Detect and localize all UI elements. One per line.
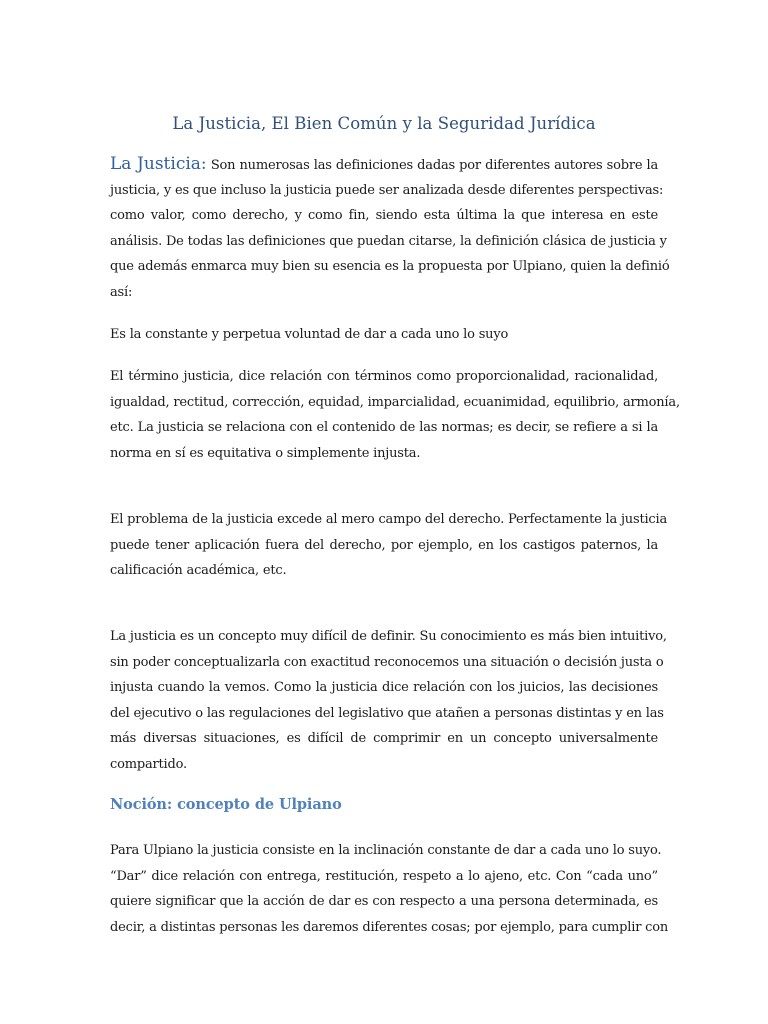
concept-line-1: La justicia es un concepto muy difícil de definir. Su conocimiento es más bien intuitivo, (110, 629, 667, 644)
problem-paragraph (110, 507, 668, 584)
ulpiano-paragraph (110, 838, 669, 940)
concept-line-3: injusta cuando la vemos. Como la justicia dice relación con los juicios, las decisiones (110, 680, 658, 696)
terms-line-4: norma en sí es equitativa o simplemente injusta. (110, 445, 421, 461)
concept-paragraph (110, 624, 667, 778)
problem-line-1: El problema de la justicia excede al mero campo del derecho. Perfectamente la justicia (110, 512, 668, 527)
quote-line: Es la constante y perpetua voluntad de dar a cada uno lo suyo (110, 327, 509, 342)
concept-line-6: compartido. (110, 756, 187, 772)
problem-line-2: puede tener aplicación fuera del derecho, por ejemplo, en los castigos paternos, la (110, 537, 658, 553)
intro-line-2: justicia, y es que incluso la justicia puede ser analizada desde diferentes perspectivas: (110, 182, 664, 198)
intro-line-5: que además enmarca muy bien su esencia es la propuesta por Ulpiano, quien la definió (110, 259, 670, 275)
document-title: La Justicia, El Bien Común y la Seguridad Jurídica (172, 114, 596, 133)
terms-line-3: etc. La justicia se relaciona con el contenido de las normas; es decir, se refiere a si la (110, 420, 658, 436)
terms-line-2: igualdad, rectitud, corrección, equidad, imparcialidad, ecuanimidad, equilibrio, armonía, (110, 394, 680, 410)
terms-paragraph (110, 364, 680, 466)
ulpiano-line-2: “Dar” dice relación con entrega, restitución, respeto a lo ajeno, etc. Con “cada uno” (110, 868, 658, 884)
concept-line-4: del ejecutivo o las regulaciones del legislativo que atañen a personas distintas y en las (110, 705, 664, 721)
ulpiano-line-3: quiere significar que la acción de dar es con respecto a una persona determinada, es (110, 894, 658, 910)
concept-line-2: sin poder conceptualizarla con exactitud reconocemos una situación o decisión justa o (110, 654, 664, 670)
intro-line-6: así: (110, 284, 133, 300)
quote-paragraph (110, 322, 658, 348)
intro-line-4: análisis. De todas las definiciones que puedan citarse, la definición clásica de justicia y (110, 233, 667, 249)
ulpiano-line-4: decir, a distintas personas les daremos diferentes cosas; por ejemplo, para cumplir con (110, 919, 669, 935)
intro-line-1: La Justicia: Son numerosas las definiciones dadas por diferentes autores sobre la (110, 154, 658, 174)
concept-line-5: más diversas situaciones, es difícil de comprimir en un concepto universalmente (110, 731, 658, 747)
ulpiano-line-1: Para Ulpiano la justicia consiste en la inclinación constante de dar a cada uno lo suyo. (110, 843, 662, 858)
document-page (110, 0, 680, 1024)
section-heading: Noción: concepto de Ulpiano (110, 796, 342, 813)
terms-line-1: El término justicia, dice relación con términos como proporcionalidad, racionalidad, (110, 369, 658, 384)
intro-heading: La Justicia: (110, 154, 207, 174)
problem-line-3: calificación académica, etc. (110, 563, 287, 579)
intro-line-3: como valor, como derecho, y como fin, siendo esta última la que interesa en este (110, 208, 658, 224)
intro-paragraph (110, 152, 670, 306)
